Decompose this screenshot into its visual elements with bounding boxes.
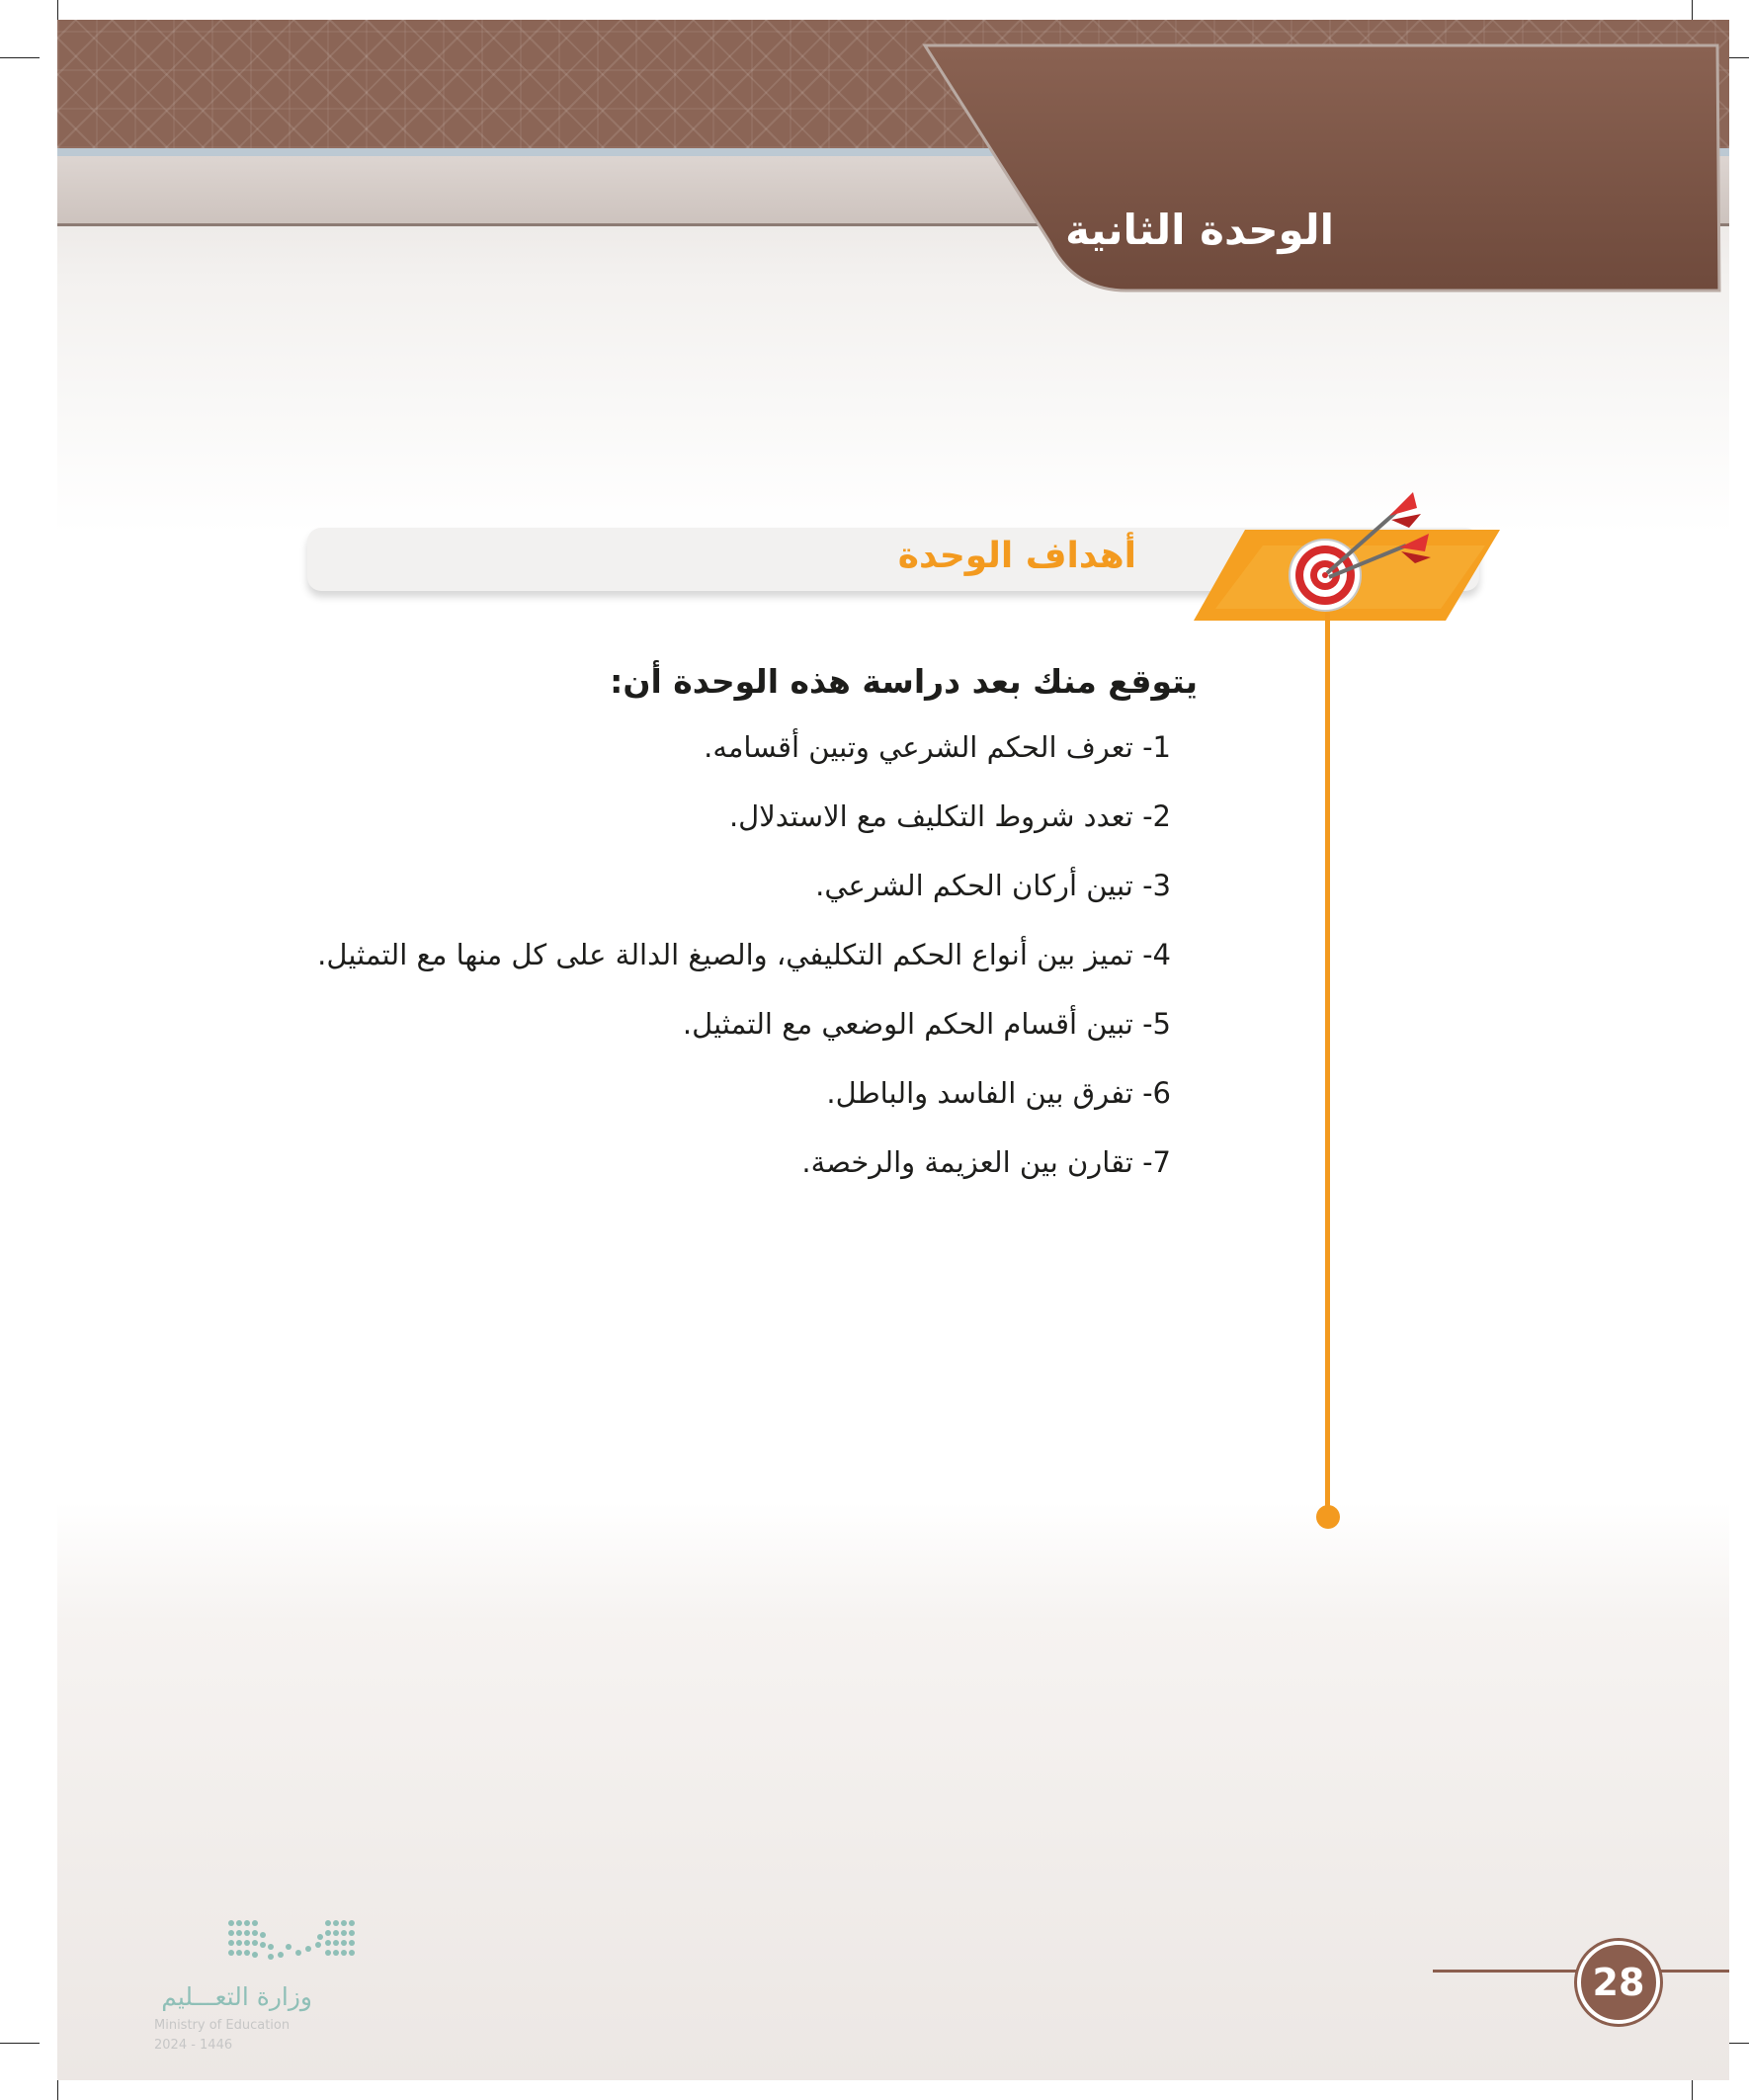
ministry-name-en: Ministry of Education: [154, 2018, 291, 2033]
moe-logo-icon: [225, 1915, 374, 1971]
goal-item: 6- تفرق بين الفاسد والباطل.: [826, 1076, 1171, 1110]
goal-item: 5- تبين أقسام الحكم الوضعي مع التمثيل.: [682, 1007, 1171, 1041]
unit-tab: [917, 36, 1729, 312]
goal-item: 2- تعدد شروط التكليف مع الاستدلال.: [728, 799, 1171, 833]
goals-ribbon: [1154, 486, 1520, 625]
goals-list: [317, 725, 1171, 1210]
goals-timeline-dot: [1316, 1505, 1340, 1529]
page-number-rule: [1656, 1970, 1729, 1973]
goal-item: 4- تميز بين أنواع الحكم التكليفي، والصيغ الدالة على كل منها مع التمثيل.: [317, 938, 1171, 971]
goal-item: 1- تعرف الحكم الشرعي وتبين أقسامه.: [704, 730, 1171, 764]
ministry-name-ar: وزارة التعـــليم: [161, 1982, 312, 2011]
crop-mark: [0, 2043, 40, 2044]
unit-title: الوحدة الثانية: [1065, 206, 1334, 254]
goals-timeline-line: [1325, 613, 1330, 1512]
goals-heading: أهداف الوحدة: [897, 536, 1136, 576]
page-number: 28: [1577, 1941, 1660, 2024]
book-page: [57, 20, 1729, 2080]
goal-item: 7- تقارن بين العزيمة والرخصة.: [801, 1145, 1171, 1179]
crop-mark: [0, 57, 40, 58]
page-number-rule: [1433, 1970, 1581, 1973]
goal-item: 3- تبين أركان الحكم الشرعي.: [815, 869, 1171, 902]
goals-intro: يتوقع منك بعد دراسة هذه الوحدة أن:: [610, 662, 1198, 701]
edition-year: 2024 - 1446: [154, 2038, 233, 2053]
ministry-logo: [154, 1915, 391, 2063]
